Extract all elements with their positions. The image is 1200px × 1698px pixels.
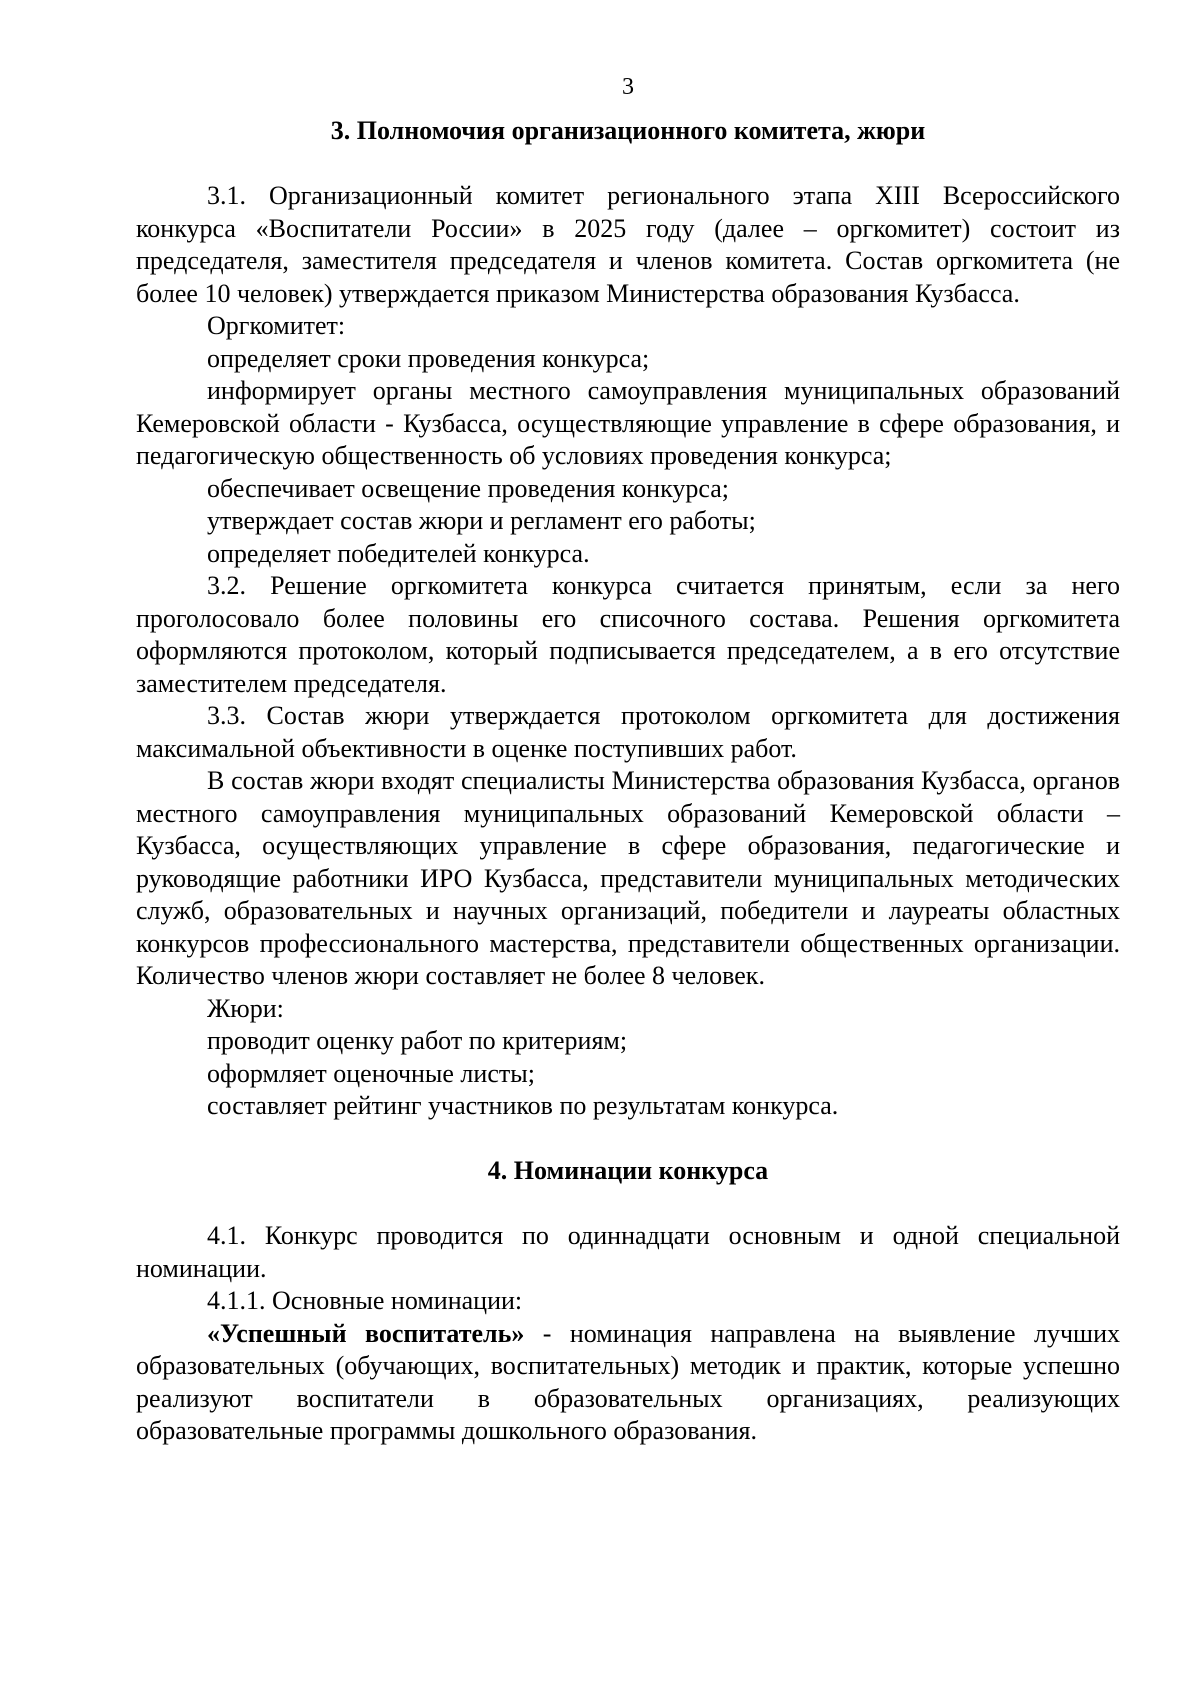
orgcom-item: обеспечивает освещение проведения конкурса; bbox=[207, 473, 729, 503]
orgcom-item: определяет сроки проведения конкурса; bbox=[207, 343, 650, 373]
paragraph-4-1-1: 4.1.1. Основные номинации: bbox=[207, 1286, 523, 1315]
orgcom-item: информирует органы местного самоуправления муниципальных образований Кемеровской области - Кузбасса, осуществляющие управление в сфере образования, и педагогическую общественность об условиях проведения конкурса; bbox=[136, 376, 1120, 470]
spacer bbox=[136, 1188, 1120, 1221]
nomination-description: - номинация направлена на выявление лучших образовательных (обучающих, воспитательных) методик и практик, которые успешно реализуют воспитатели в образовательных организациях, реализующих образовательные программы дошкольного образования. bbox=[136, 1318, 1120, 1445]
nomination-successful-educator bbox=[136, 1318, 1120, 1448]
jury-item: оформляет оценочные листы; bbox=[207, 1058, 535, 1088]
paragraph-3-3: 3.3. Состав жюри утверждается протоколом оргкомитета для достижения максимальной объективности в оценке поступивших работ. bbox=[136, 701, 1120, 763]
section-4-heading: 4. Номинации конкурса bbox=[487, 1156, 769, 1185]
paragraph-4-1: 4.1. Конкурс проводится по одиннадцати основным и одной специальной номинации. bbox=[136, 1221, 1120, 1283]
orgcom-item: определяет победителей конкурса. bbox=[207, 538, 590, 568]
document-page bbox=[136, 70, 1120, 1448]
section-3-heading: 3. Полномочия организационного комитета, жюри bbox=[330, 116, 926, 145]
jury-item: составляет рейтинг участников по результатам конкурса. bbox=[207, 1091, 839, 1120]
jury-label: Жюри: bbox=[207, 993, 284, 1023]
spacer bbox=[136, 1123, 1120, 1156]
paragraph-jury-members: В состав жюри входят специалисты Министерства образования Кузбасса, органов местного самоуправления муниципальных образований Кемеровской области – Кузбасса, осуществляющих управление в сфере образования, педагогические и руководящие работники ИРО Кузбасса, представители муниципальных методических служб, образовательных и научных организаций, победители и лауреаты областных конкурсов профессионального мастерства, представители общественных организации. Количество членов жюри составляет не более 8 человек. bbox=[136, 766, 1120, 990]
paragraph-3-2: 3.2. Решение оргкомитета конкурса считается принятым, если за него проголосовало более половины его списочного состава. Решения оргкомитета оформляются протоколом, который подписывается председателем, а в его отсутствие заместителем председателя. bbox=[136, 571, 1120, 698]
nomination-name: «Успешный воспитатель» bbox=[207, 1318, 525, 1348]
orgcom-item: утверждает состав жюри и регламент его работы; bbox=[207, 506, 756, 535]
spacer bbox=[136, 148, 1120, 181]
paragraph-3-1: 3.1. Организационный комитет регионального этапа XIII Всероссийского конкурса «Воспитатели России» в 2025 году (далее – оргкомитет) состоит из председателя, заместителя председателя и членов комитета. Состав оргкомитета (не более 10 человек) утверждается приказом Министерства образования Кузбасса. bbox=[136, 181, 1120, 308]
jury-item: проводит оценку работ по критериям; bbox=[207, 1026, 628, 1055]
page-number: 3 bbox=[622, 74, 634, 100]
orgcom-label: Оргкомитет: bbox=[207, 311, 346, 340]
